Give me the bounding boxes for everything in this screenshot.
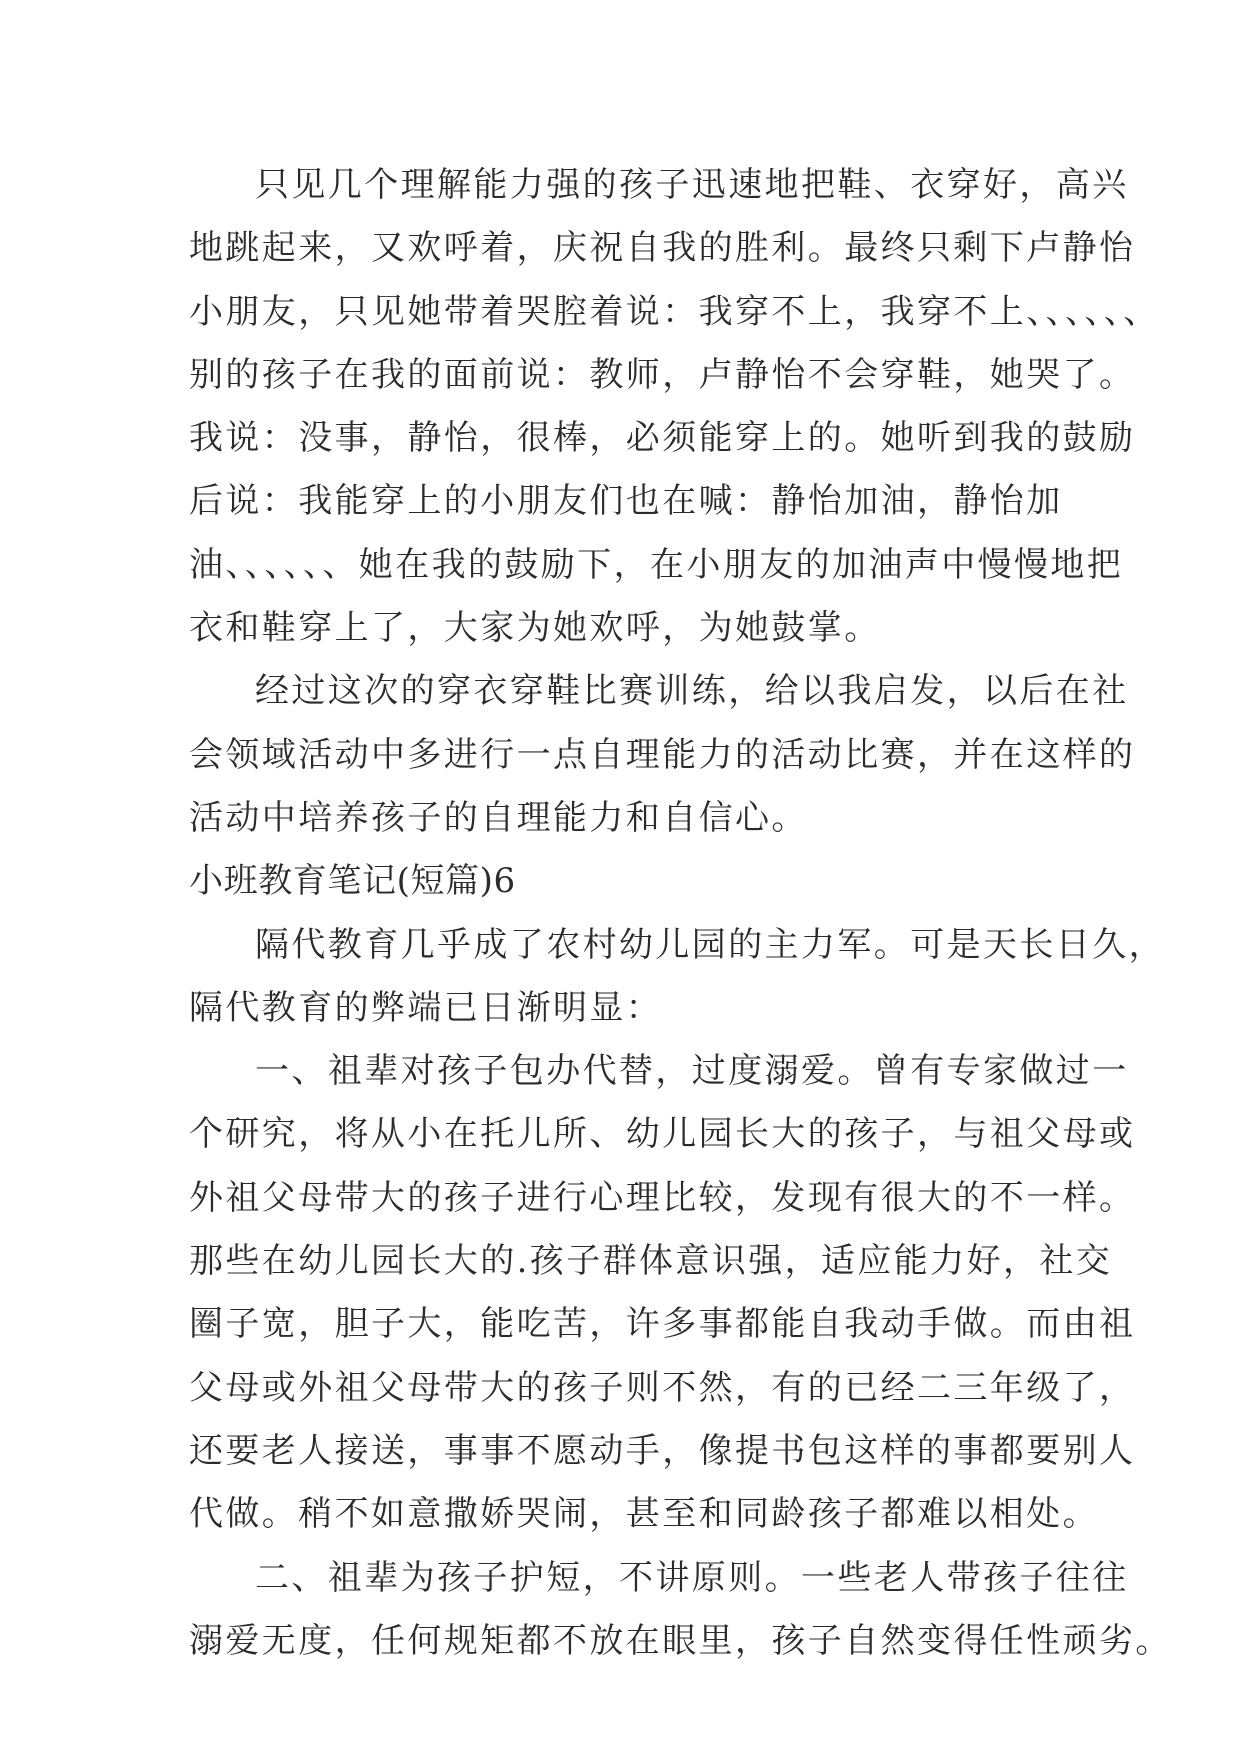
- text-line: 活动中培养孩子的自理能力和自信心。: [189, 797, 808, 838]
- text-line: 后说：我能穿上的小朋友们也在喊：静怡加油，静怡加: [189, 481, 1063, 522]
- document-body: [189, 154, 1172, 1673]
- text-line: 二、祖辈为孩子护短，不讲原则。一些老人带孩子往往: [255, 1557, 1129, 1598]
- text-line: 代做。稍不如意撒娇哭闹，甚至和同龄孩子都难以相处。: [189, 1494, 1099, 1535]
- text-line: 还要老人接送，事事不愿动手，像提书包这样的事都要别人: [189, 1430, 1136, 1471]
- text-line: 别的孩子在我的面前说：教师，卢静怡不会穿鞋，她哭了。: [189, 354, 1136, 395]
- text-line: 经过这次的穿衣穿鞋比赛训练，给以我启发，以后在社: [255, 671, 1129, 712]
- section-heading: 小班教育笔记(短篇)6: [189, 861, 516, 902]
- text-line: 衣和鞋穿上了，大家为她欢呼，为她鼓掌。: [189, 608, 881, 649]
- text-line: 油、、、、、、她在我的鼓励下，在小朋友的加油声中慢慢地把: [189, 544, 1124, 585]
- text-line: 那些在幼儿园长大的.孩子群体意识强，适应能力好，社交: [189, 1241, 1113, 1282]
- text-line: 个研究，将从小在托儿所、幼儿园长大的孩子，与祖父母或: [189, 1114, 1136, 1155]
- text-line: 一、祖辈对孩子包办代替，过度溺爱。曾有专家做过一: [255, 1051, 1129, 1092]
- text-line: 隔代教育几乎成了农村幼儿园的主力军。可是天长日久，: [255, 924, 1165, 965]
- text-line: 会领域活动中多进行一点自理能力的活动比赛，并在这样的: [189, 734, 1136, 775]
- text-line: 外祖父母带大的孩子进行心理比较，发现有很大的不一样。: [189, 1177, 1136, 1218]
- text-line: 我说：没事，静怡，很棒，必须能穿上的。她听到我的鼓励: [189, 418, 1136, 459]
- text-line: 只见几个理解能力强的孩子迅速地把鞋、衣穿好，高兴: [255, 165, 1129, 205]
- text-line: 地跳起来，又欢呼着，庆祝自我的胜利。最终只剩下卢静怡: [189, 228, 1136, 269]
- text-line: 圈子宽，胆子大，能吃苦，许多事都能自我动手做。而由祖: [189, 1304, 1136, 1345]
- text-line: 溺爱无度，任何规矩都不放在眼里，孩子自然变得任性顽劣。: [189, 1620, 1172, 1661]
- text-line: 父母或外祖父母带大的孩子则不然，有的已经二三年级了，: [189, 1367, 1136, 1408]
- text-line: 小朋友，只见她带着哭腔着说：我穿不上，我穿不上、、、、、、: [189, 291, 1160, 332]
- text-line: 隔代教育的弊端已日渐明显：: [189, 987, 663, 1028]
